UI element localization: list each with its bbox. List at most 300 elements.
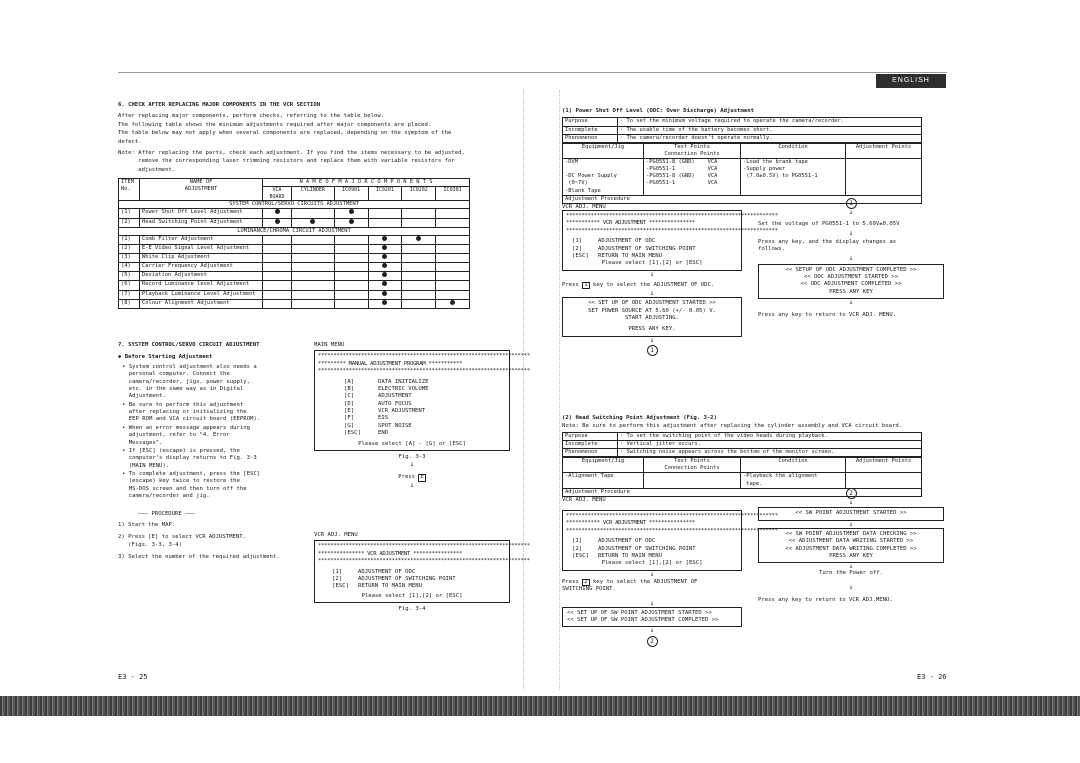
menu-item bbox=[332, 583, 506, 590]
note-line: Note: After replacing the parts, check each adjustment. If you find the items necessary to be adjusted, bbox=[118, 149, 465, 156]
sw-step-marker bbox=[758, 488, 944, 507]
vcr-menu-box bbox=[314, 540, 530, 603]
menu-item bbox=[572, 538, 738, 545]
result-line: PRESS ANY KEY bbox=[829, 288, 873, 295]
col-head: VCA BOARD bbox=[263, 187, 292, 201]
row-mark-cell bbox=[292, 254, 335, 263]
menu-item-label: VCR ADJUSTMENT bbox=[378, 408, 426, 414]
menu-item-key: [2] bbox=[572, 545, 583, 552]
page-gutter bbox=[523, 90, 560, 690]
menu-item bbox=[344, 386, 506, 393]
left-page bbox=[118, 80, 530, 690]
menu-item-label: ADJUSTMENT OF SWITCHING POINT bbox=[598, 545, 696, 552]
sw-note: Note: Be sure to perform this adjustment after replacing the cylinder assembly and VCA circuit board. bbox=[562, 423, 903, 430]
adjp-cell bbox=[846, 159, 922, 196]
incomplete-text: · Vertical jitter occurs. bbox=[618, 440, 922, 448]
table-row bbox=[119, 244, 470, 253]
bullet-item: • If [ESC] (escape) is pressed, the computer's display returns to Fig. 3-3 (MAIN MENU). bbox=[122, 447, 257, 469]
filled-dot-icon bbox=[382, 254, 387, 259]
menu-item-label: EIS bbox=[378, 415, 389, 422]
row-mark-cell bbox=[292, 218, 335, 227]
odc-notes bbox=[758, 200, 944, 320]
row-mark-cell bbox=[263, 272, 292, 281]
row-name: Colour Alignment Adjustment bbox=[140, 299, 263, 308]
th-major: N A M E O F M A J O R C O M P O N E N T S bbox=[263, 179, 470, 187]
row-mark-cell bbox=[436, 235, 470, 244]
odc-note-press: Press any key, and the display changes as follows. bbox=[758, 238, 897, 253]
result-line: << ODC ADJUSTMENT STARTED >> bbox=[803, 273, 899, 280]
row-mark-cell bbox=[263, 235, 292, 244]
arrow-down-icon: ↓ bbox=[848, 253, 854, 262]
press-2-line bbox=[562, 579, 742, 594]
menu-item bbox=[572, 253, 738, 260]
row-name: Playback Luminance Level Adjustment bbox=[140, 290, 263, 299]
row-mark-cell bbox=[368, 263, 402, 272]
row-mark-cell bbox=[436, 281, 470, 290]
menu-item-key: [2] bbox=[572, 245, 583, 252]
row-mark-cell bbox=[402, 209, 436, 218]
press-label: Press bbox=[562, 281, 579, 288]
procedure-title: ——— PROCEDURE ——— bbox=[138, 510, 196, 517]
menu-item-key: [C] bbox=[344, 393, 355, 400]
menu-item bbox=[344, 393, 506, 400]
intro-line: The following table shows the minimum adjustments required after major components are placed. bbox=[118, 121, 432, 128]
filled-dot-icon bbox=[382, 236, 387, 241]
col-head: IC0201 bbox=[368, 187, 402, 201]
main-menu-items bbox=[318, 379, 506, 438]
row-mark-cell bbox=[334, 209, 368, 218]
odc-setup-box bbox=[562, 297, 742, 337]
row-no: (5) bbox=[119, 272, 140, 281]
table-row bbox=[119, 290, 470, 299]
row-mark-cell bbox=[368, 244, 402, 253]
menu-item-key: [D] bbox=[344, 400, 355, 407]
menu-item-label: DATA INITIALIZE bbox=[378, 378, 429, 385]
main-menu-box bbox=[314, 350, 530, 451]
setup-line: PRESS ANY KEY. bbox=[628, 326, 676, 333]
phenomenon-text: · Switching noise appears across the bottom of the monitor screen. bbox=[618, 449, 922, 457]
odc-menu-box bbox=[562, 210, 778, 271]
filled-dot-icon bbox=[382, 272, 387, 277]
test-cell: -PG0551-8 (GND) VCA -PG0551-1 VCA -PG0551-8 (GND) VCA -PG0551-1 VCA bbox=[644, 159, 741, 196]
odc-menu-banner: *********** VCR ADJUSTMENT *************** bbox=[566, 220, 695, 227]
th-name bbox=[140, 179, 263, 201]
menu-item bbox=[344, 430, 506, 437]
stars-line: ********************************************************************* bbox=[566, 513, 778, 519]
row-name: White Clip Adjustment bbox=[140, 254, 263, 263]
proc-label: Adjustment Procedure bbox=[563, 488, 922, 496]
main-menu-figure bbox=[314, 342, 530, 489]
intro-line: defect. bbox=[118, 138, 142, 145]
menu-item-label: ELECTRIC VOLUME bbox=[378, 385, 429, 392]
row-mark-cell bbox=[368, 209, 402, 218]
filled-dot-icon bbox=[382, 263, 387, 268]
menu-item bbox=[572, 238, 738, 245]
row-mark-cell bbox=[334, 235, 368, 244]
arrow-down-icon: ↓ bbox=[848, 208, 854, 216]
row-no: (3) bbox=[119, 254, 140, 263]
row-mark-cell bbox=[292, 299, 335, 308]
row-name: Power Shut Off Level Adjustment bbox=[140, 209, 263, 218]
row-mark-cell bbox=[436, 263, 470, 272]
menu-item-label: ADJUSTMENT OF SWITCHING POINT bbox=[358, 575, 456, 582]
filled-dot-icon bbox=[275, 209, 280, 214]
row-mark-cell bbox=[263, 281, 292, 290]
group-row: LUMINANCE/CHROMA CIRCUIT ADJUSTMENT bbox=[119, 227, 470, 235]
row-mark-cell bbox=[436, 272, 470, 281]
components-table bbox=[118, 178, 470, 309]
menu-item bbox=[572, 553, 738, 560]
col-head: IC0301 bbox=[436, 187, 470, 201]
menu-item-label: END bbox=[378, 430, 389, 437]
phenomenon-label: Phenomenon bbox=[563, 449, 618, 457]
row-mark-cell bbox=[292, 235, 335, 244]
odc-menu-label: VCR ADJ. MENU bbox=[562, 203, 606, 210]
note-line: remove the corresponding laser trimming resistors and replace them with variable resistors for bbox=[118, 158, 455, 165]
row-mark-cell bbox=[263, 218, 292, 227]
odc-step-marker bbox=[758, 198, 944, 217]
step-1-circle-icon: 1 bbox=[846, 198, 857, 209]
table-row bbox=[119, 235, 470, 244]
stars-line: ********************************************************************* bbox=[566, 213, 778, 219]
fig-3-4-caption: Fig. 3-4 bbox=[398, 606, 426, 612]
table-row bbox=[119, 254, 470, 263]
row-mark-cell bbox=[263, 299, 292, 308]
row-mark-cell bbox=[334, 263, 368, 272]
row-mark-cell bbox=[334, 281, 368, 290]
row-mark-cell bbox=[368, 218, 402, 227]
row-mark-cell bbox=[334, 244, 368, 253]
table-row bbox=[119, 218, 470, 227]
row-mark-cell bbox=[368, 254, 402, 263]
step-2-circle-icon: 2 bbox=[647, 636, 658, 647]
filled-dot-icon bbox=[382, 291, 387, 296]
row-mark-cell bbox=[334, 290, 368, 299]
odc-menu-figure bbox=[562, 210, 778, 356]
row-name: Record Luminance level Adjustment bbox=[140, 281, 263, 290]
fig-3-3-caption: Fig. 3-3 bbox=[398, 453, 426, 460]
row-no: (1) bbox=[119, 209, 140, 218]
menu-item-key: [ESC] bbox=[344, 430, 361, 437]
phenomenon-label: Phenomenon bbox=[563, 134, 618, 142]
vcr-menu-items bbox=[318, 569, 506, 591]
step-1-circle-icon: 1 bbox=[647, 345, 658, 356]
vcr-menu-figure bbox=[314, 532, 530, 613]
arrow-down-icon: ↓ bbox=[649, 626, 655, 635]
th-name-label: NAME OF bbox=[189, 179, 213, 185]
purpose-label: Purpose bbox=[563, 432, 618, 440]
table-row bbox=[119, 299, 470, 308]
key-2-icon: 2 bbox=[584, 578, 588, 585]
row-no: (4) bbox=[119, 263, 140, 272]
row-mark-cell bbox=[263, 244, 292, 253]
language-tab: ENGLISH bbox=[876, 74, 946, 88]
row-no: (6) bbox=[119, 281, 140, 290]
menu-item-key: [ESC] bbox=[332, 583, 349, 590]
sw-end-box bbox=[562, 607, 742, 628]
th-test: Test Points Connection Points bbox=[644, 458, 741, 473]
vcr-menu-title: VCR ADJ. MENU bbox=[314, 532, 358, 538]
row-mark-cell bbox=[402, 244, 436, 253]
row-name: Deviation Adjustment bbox=[140, 272, 263, 281]
incomplete-text: · The usable time of the battery becomes short. bbox=[618, 126, 922, 134]
row-mark-cell bbox=[436, 290, 470, 299]
phenomenon-text: · The camera/recorder doesn't operate normally. bbox=[618, 134, 922, 142]
stars-line: ********************************************************************* bbox=[566, 527, 778, 534]
th-no-label: No. bbox=[121, 186, 131, 193]
row-name: Head Switching Point Adjustment bbox=[140, 218, 263, 227]
menu-item-key: [B] bbox=[344, 385, 355, 392]
row-no: (8) bbox=[119, 299, 140, 308]
menu-item-key: [1] bbox=[332, 568, 343, 575]
setup-line: SET POWER SOURCE AT 5.60 (+/- 0.05) V. bbox=[588, 307, 716, 314]
stars-line: ********************************************************************* bbox=[318, 353, 530, 360]
row-mark-cell bbox=[334, 254, 368, 263]
menu-item bbox=[344, 415, 506, 422]
row-mark-cell bbox=[436, 244, 470, 253]
cond-cell: -Load the brank tape -Supply power (7.0±0.5V) to PG0551-1 bbox=[741, 159, 846, 196]
col-head: CYLINDER bbox=[292, 187, 335, 201]
odc-menu-prompt: Please select [1],[2] or [ESC] bbox=[601, 260, 703, 267]
sw-progress-box bbox=[758, 528, 944, 564]
cond-cell: -Playback the alignment tape. bbox=[741, 473, 846, 488]
bullet-item: • To complete adjustment, press the [ESC] (escape) key twice to restore the MS-DOS screen and then turn off the camera/recorder and jig. bbox=[122, 471, 261, 500]
right-page bbox=[562, 80, 946, 690]
th-cond: Condition bbox=[741, 458, 846, 473]
bullet-item: • System control adjustment also needs a personal computer. Connect the camera/recorder, jigs, power supply, etc. in the same way as in Digital Adjustment. bbox=[122, 363, 257, 400]
arrow-down-icon: ↓ bbox=[649, 335, 655, 344]
adjp-cell bbox=[846, 473, 922, 488]
filled-dot-icon bbox=[382, 281, 387, 286]
row-mark-cell bbox=[292, 209, 335, 218]
menu-item bbox=[332, 569, 506, 576]
test-cell bbox=[644, 473, 741, 488]
row-mark-cell bbox=[402, 281, 436, 290]
end-line: << SET UP OF SW POINT ADJUSTMENT COMPLETED >> bbox=[567, 616, 719, 623]
menu-item-key: [ESC] bbox=[572, 252, 589, 259]
menu-item bbox=[332, 576, 506, 583]
press-label: Press bbox=[398, 474, 416, 481]
th-adjp: Adjustment Points bbox=[846, 458, 922, 473]
menu-item-key: [E] bbox=[344, 408, 355, 414]
sw-start-box: << SW POINT ADJUSTMENT STARTED >> bbox=[758, 507, 944, 520]
row-mark-cell bbox=[436, 209, 470, 218]
menu-item-label: RETURN TO MAIN MENU bbox=[358, 583, 422, 590]
purpose-label: Purpose bbox=[563, 118, 618, 126]
filled-dot-icon bbox=[382, 300, 387, 305]
key-e-icon: E bbox=[420, 474, 424, 481]
row-mark-cell bbox=[402, 290, 436, 299]
end-line: << SET UP OF SW POINT ADJUSTMENT STARTED >> bbox=[567, 609, 712, 616]
incomplete-label: Incomplete bbox=[563, 440, 618, 448]
th-test: Test Points Connection Points bbox=[644, 143, 741, 158]
table-row bbox=[119, 209, 470, 218]
press-desc: key to select the ADJUSTMENT OF SWITCHING POINT. bbox=[562, 578, 698, 593]
th-item bbox=[119, 179, 140, 201]
arrow-down-icon: ↓ bbox=[848, 228, 854, 237]
filled-dot-icon bbox=[349, 219, 354, 224]
menu-item-key: [F] bbox=[344, 415, 355, 422]
before-bullets bbox=[118, 364, 308, 501]
menu-item-key: [2] bbox=[332, 575, 343, 582]
section-7-title: 7. SYSTEM CONTROL/SERVO CIRCUIT ADJUSTMENT bbox=[118, 342, 260, 348]
row-mark-cell bbox=[334, 272, 368, 281]
arrow-down-icon: ↓ bbox=[649, 269, 655, 278]
filled-dot-icon bbox=[310, 219, 315, 224]
progress-line: << ADJUSTMENT DATA WRITING COMPLETED >> bbox=[785, 545, 917, 552]
odc-info-table bbox=[562, 117, 922, 142]
menu-item bbox=[344, 408, 506, 415]
result-line: << ODC ADJUSTMENT COMPLETED >> bbox=[800, 281, 902, 288]
odc-equip-table bbox=[562, 143, 922, 204]
purpose-text: · To set the switching point of the video heads during playback. bbox=[618, 432, 922, 440]
menu-item-key: [G] bbox=[344, 422, 355, 429]
equip-cell: -DVM -DC Power Supply (0~7V) -Blank Tape bbox=[563, 159, 644, 196]
filled-dot-icon bbox=[275, 219, 280, 224]
row-mark-cell bbox=[292, 263, 335, 272]
menu-item-label: RETURN TO MAIN MENU bbox=[598, 552, 662, 559]
stars-line: ********************************************************************* bbox=[318, 558, 530, 565]
vcr-menu-banner: *************** VCR ADJUSTMENT **************** bbox=[318, 550, 463, 557]
menu-item bbox=[344, 379, 506, 386]
menu-item-key: [A] bbox=[344, 378, 355, 385]
th-cond: Condition bbox=[741, 143, 846, 158]
menu-item-key: [1] bbox=[572, 238, 583, 245]
arrow-down-icon: ↓ bbox=[848, 298, 854, 306]
menu-item-label: ADJUSTMENT bbox=[378, 393, 412, 400]
section-6-note bbox=[118, 150, 522, 174]
result-line: << SETUP OF ODC ADJUSTMENT COMPLETED >> bbox=[785, 266, 917, 273]
progress-line: << SW POINT ADJUSTMENT DATA CHECKING >> bbox=[785, 530, 917, 537]
before-title: ◆ Before Starting Adjustment bbox=[118, 354, 213, 361]
table-row bbox=[119, 281, 470, 290]
row-mark-cell bbox=[368, 281, 402, 290]
odc-title: (1) Power Shut Off Level (ODC: Over Discharge) Adjustment bbox=[562, 108, 754, 114]
row-mark-cell bbox=[292, 272, 335, 281]
section-6-intro bbox=[118, 113, 522, 146]
row-name: E-E Video Signal Level Adjustment bbox=[140, 244, 263, 253]
row-mark-cell bbox=[402, 254, 436, 263]
menu-item-label: SPOT NOISE bbox=[378, 422, 412, 429]
key-1-icon: 1 bbox=[584, 281, 588, 288]
odc-menu-items bbox=[566, 238, 738, 260]
page-number-left: E3 - 25 bbox=[118, 673, 148, 681]
row-no: (7) bbox=[119, 290, 140, 299]
filled-dot-icon bbox=[416, 236, 421, 241]
sw-menu-banner: *********** VCR ADJUSTMENT *************** bbox=[566, 520, 695, 527]
row-mark-cell bbox=[263, 254, 292, 263]
filled-dot-icon bbox=[450, 300, 455, 305]
intro-line: The table below may not apply when several components are replaced, depending on the symptom of the bbox=[118, 130, 452, 137]
sw-menu-label: VCR ADJ. MENU bbox=[562, 496, 606, 503]
row-mark-cell bbox=[292, 281, 335, 290]
procedure-step: 3) Select the number of the required adjustment. bbox=[118, 554, 280, 560]
odc-note-voltage: Set the voltage of PG0551-1 to 5.60V±0.05V bbox=[758, 221, 900, 228]
press-1-line bbox=[562, 282, 742, 290]
menu-item-label: ADJUSTMENT OF ODC bbox=[598, 238, 656, 245]
menu-item-label: RETURN TO MAIN MENU bbox=[598, 252, 662, 259]
arrow-down-icon: ↓ bbox=[848, 582, 854, 591]
row-mark-cell bbox=[368, 235, 402, 244]
procedure-step: 1) Start the MAP. bbox=[118, 521, 176, 528]
equip-cell: -Alignment Tape bbox=[563, 473, 644, 488]
proc-label: Adjustment Procedure bbox=[563, 195, 922, 203]
stars-line: ********************************************************************* bbox=[318, 368, 530, 375]
sw-connector bbox=[562, 627, 742, 646]
sw-menu-items bbox=[566, 538, 738, 560]
section-6 bbox=[118, 102, 522, 309]
th-equip: Equipment/Jig bbox=[563, 143, 644, 158]
group-row: SYSTEM CONTROL/SERVO CIRCUITS ADJUSTMENT bbox=[119, 201, 470, 209]
page-number-right: E3 - 26 bbox=[917, 673, 947, 681]
odc-note-return: Press any key to return to VCR ADJ. MENU. bbox=[758, 312, 897, 318]
row-mark-cell bbox=[436, 299, 470, 308]
filled-dot-icon bbox=[382, 245, 387, 250]
menu-item-label: ADJUSTMENT OF ODC bbox=[598, 538, 656, 545]
row-no: (2) bbox=[119, 244, 140, 253]
col-head: IC0901 bbox=[334, 187, 368, 201]
row-no: (1) bbox=[119, 235, 140, 244]
row-mark-cell bbox=[402, 235, 436, 244]
progress-line: PRESS ANY KEY bbox=[829, 552, 873, 559]
progress-line: << ADJUSTMENT DATA WRITING STARTED >> bbox=[788, 538, 914, 545]
arrow-down-icon: ↓ bbox=[409, 480, 415, 489]
th-item-label: ITEM bbox=[121, 179, 134, 185]
row-mark-cell bbox=[263, 263, 292, 272]
stars-line: ********************************************************************* bbox=[318, 543, 530, 550]
vcr-menu-prompt: Please select [1],[2] or [ESC] bbox=[361, 592, 463, 599]
row-mark-cell bbox=[436, 218, 470, 227]
intro-line: After replacing major components, perform checks, referring to the table below. bbox=[118, 113, 385, 120]
main-menu-title: MAIN MENU bbox=[314, 342, 345, 348]
th-adj-label: ADJUSTMENT bbox=[184, 186, 218, 193]
filled-dot-icon bbox=[349, 209, 354, 214]
arrow-down-icon: ↓ bbox=[649, 598, 655, 607]
row-mark-cell bbox=[368, 272, 402, 281]
main-menu-prompt: Please select [A] - [G] or [ESC] bbox=[358, 440, 466, 447]
header-rule bbox=[118, 72, 947, 73]
footer-band bbox=[0, 696, 1080, 716]
bullet-item: • When an error message appears during adjustment, refer to "4. Error Messages". bbox=[122, 424, 250, 446]
sw-notes bbox=[758, 488, 944, 605]
row-name: Carrier Frequency Adjustment bbox=[140, 263, 263, 272]
sw-menu-figure bbox=[562, 510, 778, 647]
setup-line: << SET UP OF ODC ADJUSTMENT STARTED >> bbox=[588, 300, 716, 307]
arrow-down-icon: ↓ bbox=[848, 498, 854, 506]
row-mark-cell bbox=[292, 244, 335, 253]
step-2-circle-icon: 2 bbox=[846, 488, 857, 499]
press-desc: key to select the ADJUSTMENT OF ODC. bbox=[592, 281, 715, 288]
row-name: Comb Filter Adjustment bbox=[140, 235, 263, 244]
th-adjp: Adjustment Points bbox=[846, 143, 922, 158]
arrow-down-icon: ↓ bbox=[649, 289, 655, 298]
row-mark-cell bbox=[402, 272, 436, 281]
section-6-title: 6. CHECK AFTER REPLACING MAJOR COMPONENTS IN THE VCR SECTION bbox=[118, 102, 321, 108]
sw-title: (2) Head Switching Point Adjustment (Fig. 3-2) bbox=[562, 415, 717, 421]
menu-item-key: [1] bbox=[572, 538, 583, 545]
arrow-down-icon: ↓ bbox=[649, 569, 655, 578]
arrow-down-icon: ↓ bbox=[848, 519, 854, 528]
menu-item-key: [ESC] bbox=[572, 552, 589, 559]
sw-note-return: Press any key to return to VCR ADJ.MENU. bbox=[758, 596, 893, 603]
menu-item bbox=[344, 423, 506, 430]
table-row bbox=[119, 272, 470, 281]
sw-menu-box bbox=[562, 510, 778, 571]
purpose-text: · To set the minimum voltage required to operate the camera/recorder. bbox=[618, 118, 922, 126]
odc-section bbox=[562, 108, 946, 212]
incomplete-label: Incomplete bbox=[563, 126, 618, 134]
arrow-down-icon: ↓ bbox=[409, 460, 415, 469]
